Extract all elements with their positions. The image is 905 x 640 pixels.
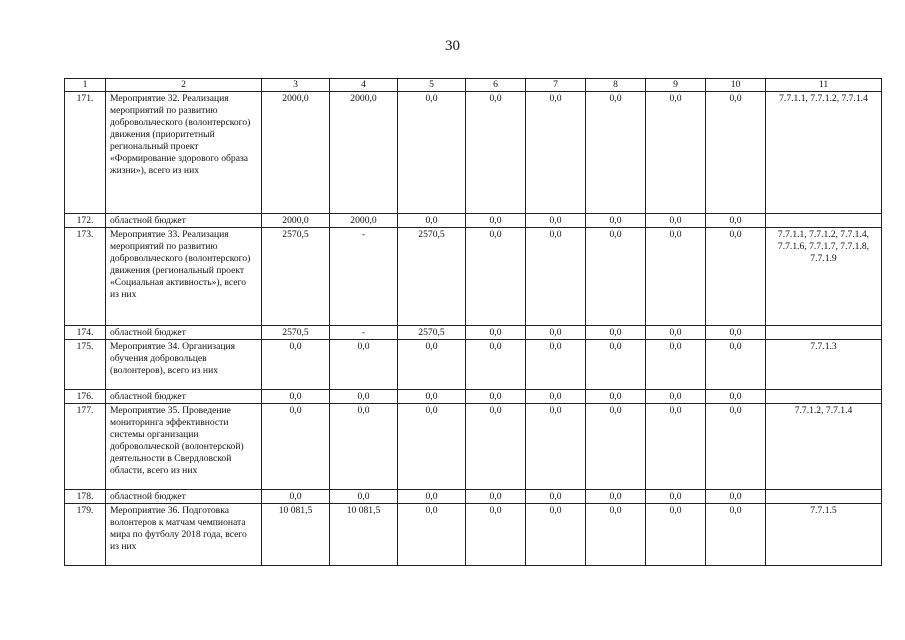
activity-name-cell: Мероприятие 36. Подготовка волонтеров к матчам чемпионата мира по футболу 2018 года, всего из них: [106, 504, 262, 566]
table-row: [65, 404, 882, 490]
value-cell: 0,0: [646, 490, 706, 504]
column-header: 11: [766, 79, 882, 92]
value-cell: 0,0: [586, 326, 646, 340]
row-number-cell: 176.: [65, 390, 106, 404]
value-cell: 0,0: [706, 228, 766, 326]
value-cell: 0,0: [706, 340, 766, 390]
column-header: 2: [106, 79, 262, 92]
value-cell: 0,0: [526, 326, 586, 340]
value-cell: 0,0: [262, 340, 330, 390]
value-cell: 0,0: [398, 92, 466, 214]
value-cell: 0,0: [526, 92, 586, 214]
table-row: [65, 326, 882, 340]
value-cell: 0,0: [262, 404, 330, 490]
row-number-cell: 173.: [65, 228, 106, 326]
table-row: [65, 340, 882, 390]
value-cell: 0,0: [586, 504, 646, 566]
budget-table: [64, 78, 882, 566]
value-cell: 10 081,5: [262, 504, 330, 566]
value-cell: 0,0: [398, 214, 466, 228]
value-cell: 0,0: [466, 326, 526, 340]
value-cell: 0,0: [466, 504, 526, 566]
value-cell: 0,0: [646, 390, 706, 404]
value-cell: 0,0: [466, 92, 526, 214]
table-row: [65, 504, 882, 566]
value-cell: 0,0: [398, 340, 466, 390]
value-cell: 0,0: [706, 404, 766, 490]
value-cell: 0,0: [526, 340, 586, 390]
value-cell: 0,0: [466, 404, 526, 490]
column-header: 6: [466, 79, 526, 92]
value-cell: 0,0: [706, 214, 766, 228]
column-header: 1: [65, 79, 106, 92]
column-header: 4: [330, 79, 398, 92]
table-row: [65, 390, 882, 404]
table-row: [65, 214, 882, 228]
column-header: 8: [586, 79, 646, 92]
activity-name-cell: областной бюджет: [106, 490, 262, 504]
value-cell: 0,0: [466, 490, 526, 504]
row-number-cell: 174.: [65, 326, 106, 340]
value-cell: 0,0: [706, 326, 766, 340]
column-header: 5: [398, 79, 466, 92]
value-cell: 0,0: [586, 490, 646, 504]
value-cell: 0,0: [466, 214, 526, 228]
target-codes-cell: [766, 214, 882, 228]
value-cell: 0,0: [466, 228, 526, 326]
activity-name-cell: Мероприятие 32. Реализация мероприятий по развитию добровольческого (волонтерского) движения (приоритетный региональный проект «Формирование здорового образа жизни»), всего из них: [106, 92, 262, 214]
value-cell: 0,0: [466, 390, 526, 404]
value-cell: 0,0: [586, 404, 646, 490]
value-cell: 0,0: [398, 390, 466, 404]
column-header: 9: [646, 79, 706, 92]
value-cell: 0,0: [466, 340, 526, 390]
value-cell: -: [330, 228, 398, 326]
value-cell: 0,0: [586, 214, 646, 228]
value-cell: 2570,5: [262, 228, 330, 326]
value-cell: 0,0: [398, 504, 466, 566]
row-number-cell: 178.: [65, 490, 106, 504]
value-cell: 2000,0: [262, 92, 330, 214]
target-codes-cell: [766, 490, 882, 504]
value-cell: 2000,0: [262, 214, 330, 228]
activity-name-cell: Мероприятие 34. Организация обучения добровольцев (волонтеров), всего из них: [106, 340, 262, 390]
target-codes-cell: 7.7.1.2, 7.7.1.4: [766, 404, 882, 490]
value-cell: 2570,5: [398, 326, 466, 340]
table-row: [65, 228, 882, 326]
table-row: [65, 92, 882, 214]
value-cell: 0,0: [646, 92, 706, 214]
value-cell: 0,0: [330, 490, 398, 504]
row-number-cell: 171.: [65, 92, 106, 214]
value-cell: 0,0: [330, 404, 398, 490]
value-cell: 0,0: [330, 390, 398, 404]
value-cell: 2000,0: [330, 92, 398, 214]
value-cell: 0,0: [706, 490, 766, 504]
value-cell: 0,0: [526, 504, 586, 566]
activity-name-cell: областной бюджет: [106, 214, 262, 228]
value-cell: 0,0: [262, 390, 330, 404]
value-cell: 0,0: [398, 404, 466, 490]
value-cell: 0,0: [398, 490, 466, 504]
value-cell: 2570,5: [398, 228, 466, 326]
value-cell: 0,0: [262, 490, 330, 504]
value-cell: 0,0: [646, 228, 706, 326]
value-cell: 0,0: [586, 390, 646, 404]
target-codes-cell: [766, 390, 882, 404]
activity-name-cell: Мероприятие 35. Проведение мониторинга эффективности системы организации добровольческой (волонтерской) деятельности в Свердловской области, всего из них: [106, 404, 262, 490]
activity-name-cell: областной бюджет: [106, 326, 262, 340]
target-codes-cell: 7.7.1.3: [766, 340, 882, 390]
value-cell: 0,0: [646, 504, 706, 566]
target-codes-cell: [766, 326, 882, 340]
value-cell: 0,0: [526, 490, 586, 504]
value-cell: 0,0: [526, 390, 586, 404]
page-number: 30: [445, 38, 460, 54]
row-number-cell: 179.: [65, 504, 106, 566]
value-cell: 0,0: [526, 404, 586, 490]
value-cell: 2000,0: [330, 214, 398, 228]
value-cell: -: [330, 326, 398, 340]
value-cell: 2570,5: [262, 326, 330, 340]
column-header: 10: [706, 79, 766, 92]
value-cell: 0,0: [646, 326, 706, 340]
value-cell: 0,0: [526, 228, 586, 326]
value-cell: 10 081,5: [330, 504, 398, 566]
column-header: 3: [262, 79, 330, 92]
row-number-cell: 172.: [65, 214, 106, 228]
value-cell: 0,0: [646, 404, 706, 490]
row-number-cell: 177.: [65, 404, 106, 490]
value-cell: 0,0: [706, 92, 766, 214]
value-cell: 0,0: [330, 340, 398, 390]
value-cell: 0,0: [646, 340, 706, 390]
value-cell: 0,0: [586, 228, 646, 326]
value-cell: 0,0: [706, 504, 766, 566]
value-cell: 0,0: [586, 340, 646, 390]
activity-name-cell: Мероприятие 33. Реализация мероприятий по развитию добровольческого (волонтерского) движения (региональный проект «Социальная активность»), всего из них: [106, 228, 262, 326]
activity-name-cell: областной бюджет: [106, 390, 262, 404]
value-cell: 0,0: [646, 214, 706, 228]
row-number-cell: 175.: [65, 340, 106, 390]
target-codes-cell: 7.7.1.1, 7.7.1.2, 7.7.1.4: [766, 92, 882, 214]
table-row: [65, 490, 882, 504]
target-codes-cell: 7.7.1.1, 7.7.1.2, 7.7.1.4, 7.7.1.6, 7.7.1.7, 7.7.1.8, 7.7.1.9: [766, 228, 882, 326]
value-cell: 0,0: [526, 214, 586, 228]
target-codes-cell: 7.7.1.5: [766, 504, 882, 566]
header-row: [65, 79, 882, 92]
column-header: 7: [526, 79, 586, 92]
value-cell: 0,0: [706, 390, 766, 404]
value-cell: 0,0: [586, 92, 646, 214]
